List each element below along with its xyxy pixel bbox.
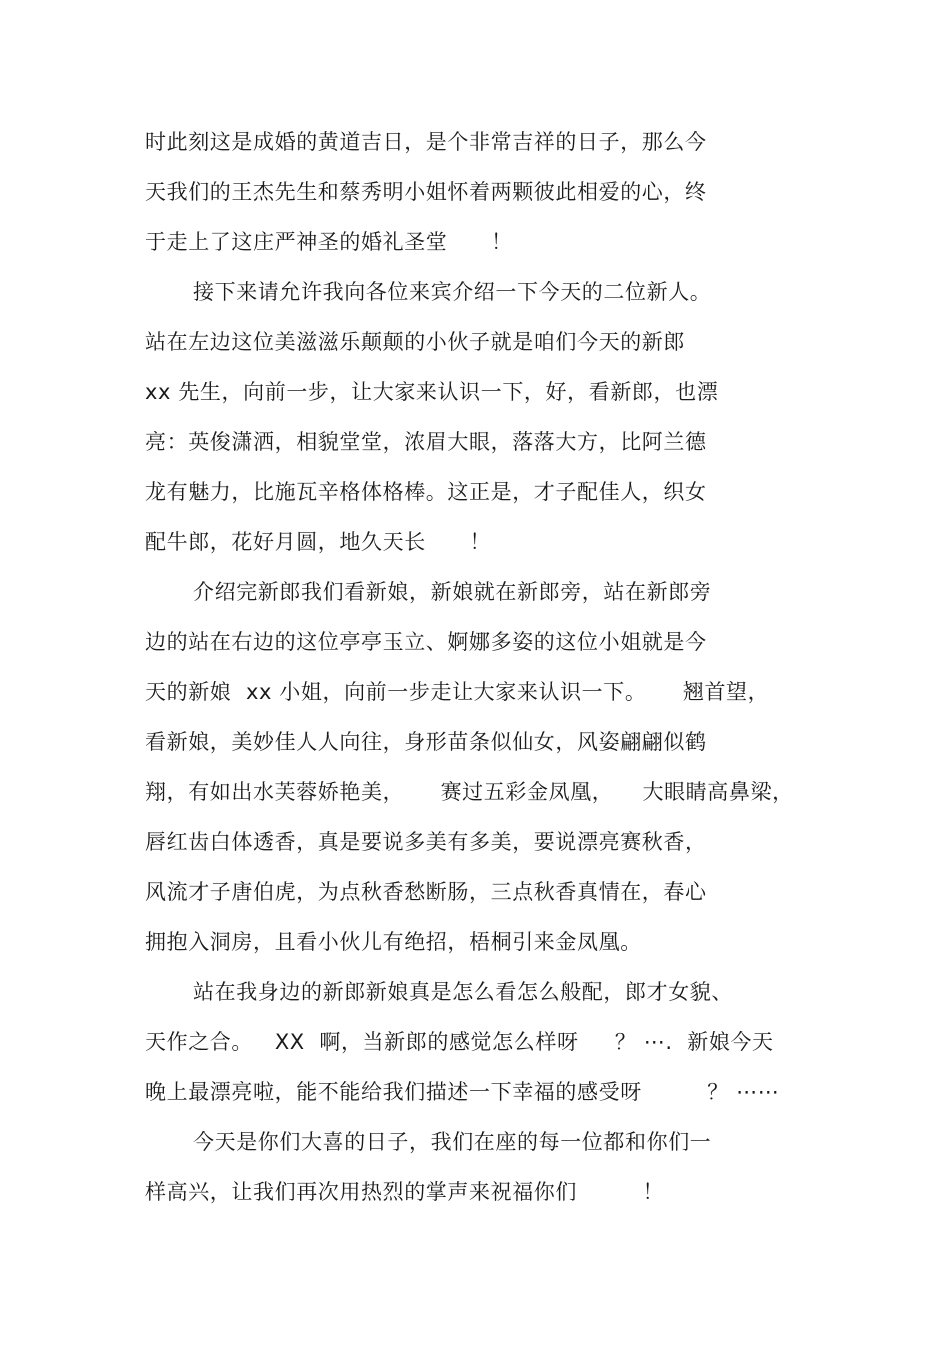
- text-line: 天的新娘 xx 小姐，向前一步走让大家来认识一下。 翘首望，: [145, 680, 770, 704]
- text-line: 边的站在右边的这位亭亭玉立、婀娜多姿的这位小姐就是今: [145, 630, 707, 654]
- text-line: 于走上了这庄严神圣的婚礼圣堂 ！: [145, 230, 513, 254]
- text-line: 天作之合。 XX 啊，当新郎的感觉怎么样呀 ？ ⋯. 新娘今天: [145, 1030, 774, 1054]
- paragraph-first-line: 接下来请允许我向各位来宾介绍一下今天的二位新人。: [193, 280, 712, 304]
- text-line: 天我们的王杰先生和蔡秀明小姐怀着两颗彼此相爱的心，终: [145, 180, 707, 204]
- text-line: 样高兴，让我们再次用热烈的掌声来祝福你们 ！: [145, 1180, 665, 1204]
- paragraph-first-line: 介绍完新郎我们看新娘，新娘就在新郎旁，站在新郎旁: [193, 580, 712, 604]
- paragraph-first-line: 站在我身边的新郎新娘真是怎么看怎么般配，郎才女貌、: [193, 980, 733, 1004]
- text-line: xx 先生，向前一步，让大家来认识一下，好，看新郎，也漂: [145, 380, 719, 404]
- text-line: 站在左边这位美滋滋乐颠颠的小伙子就是咱们今天的新郎: [145, 330, 685, 354]
- text-line: 时此刻这是成婚的黄道吉日，是个非常吉祥的日子，那么今: [145, 130, 707, 154]
- text-line: 翔，有如出水芙蓉娇艳美， 赛过五彩金凤凰， 大眼睛高鼻梁，: [145, 780, 794, 804]
- text-line: 亮：英俊潇洒，相貌堂堂，浓眉大眼，落落大方，比阿兰德: [145, 430, 707, 454]
- text-line: 看新娘，美妙佳人人向往，身形苗条似仙女，风姿翩翩似鹤: [145, 730, 707, 754]
- paragraph-first-line: 今天是你们大喜的日子，我们在座的每一位都和你们一: [193, 1130, 712, 1154]
- text-line: 晚上最漂亮啦，能不能给我们描述一下幸福的感受呀 ？ ⋯⋯: [145, 1080, 780, 1104]
- text-line: 唇红齿白体透香，真是要说多美有多美，要说漂亮赛秋香，: [145, 830, 707, 854]
- text-line: 拥抱入洞房，且看小伙儿有绝招，梧桐引来金凤凰。: [145, 930, 642, 954]
- text-line: 配牛郎，花好月圆，地久天长 ！: [145, 530, 492, 554]
- text-line: 龙有魅力，比施瓦辛格体格棒。这正是，才子配佳人，织女: [145, 480, 707, 504]
- text-line: 风流才子唐伯虎，为点秋香愁断肠，三点秋香真情在，春心: [145, 880, 707, 904]
